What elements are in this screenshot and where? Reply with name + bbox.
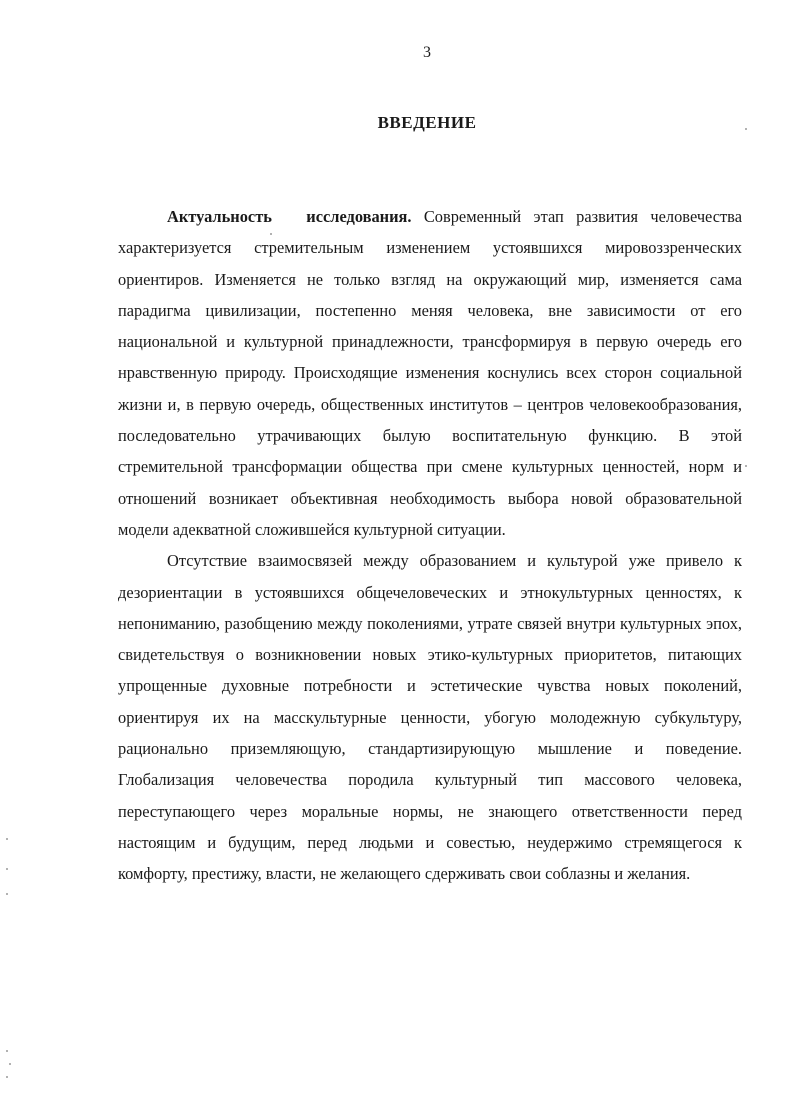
scan-artifact xyxy=(6,838,8,840)
scan-artifact xyxy=(9,1063,11,1065)
scan-artifact xyxy=(6,868,8,870)
scan-artifact xyxy=(6,1050,8,1052)
scan-artifact xyxy=(745,128,747,130)
scan-artifact xyxy=(270,233,272,235)
scan-artifact xyxy=(6,893,8,895)
scan-artifact xyxy=(745,465,747,467)
paragraph-disconnect xyxy=(118,545,742,889)
body-text xyxy=(118,201,742,890)
paragraph-relevance xyxy=(118,201,742,545)
section-heading: ВВЕДЕНИЕ xyxy=(377,113,477,132)
paragraph-lead: Актуальность исследования. xyxy=(167,207,412,226)
paragraph-text: Отсутствие взаимосвязей между образованием и культурой уже привело к дезориентации в устоявшихся общечеловеческих и этнокультурных ценностях, к непониманию, разобщению между поколениями, утрате связей внутри культурных эпох, свидетельствуя о возникновении новых этико-культурных приоритетов, питающих упрощенные духовные потребности и эстетические чувства новых поколений, ориентируя их на масскультурные ценности, убогую молодежную субкультуру, рационально приземляющую, стандартизирующую мышление и поведение. Глобализация человечества породила культурный тип массового человека, переступающего через моральные нормы, не знающего ответственности перед настоящим и будущим, перед людьми и совестью, неудержимо стремящегося к комфорту, престижу, власти, не желающего сдерживать свои соблазны и желания. xyxy=(118,551,742,884)
scan-artifact xyxy=(6,1076,8,1078)
page-number: 3 xyxy=(423,44,431,61)
paragraph-text: Современный этап развития человечества характеризуется стремительным изменением устоявшихся мировоззренческих ориентиров. Изменяется не только взгляд на окружающий мир, изменяется сама парадигма цивилизации, постепенно меняя человека, вне зависимости от его национальной и культурной принадлежности, трансформируя в первую очередь его нравственную природу. Происходящие изменения коснулись всех сторон социальной жизни и, в первую очередь, общественных институтов – центров человекообразования, последовательно утрачивающих былую воспитательную функцию. В этой стремительной трансформации общества при смене культурных ценностей, норм и отношений возникает объективная необходимость выбора новой образовательной модели адекватной сложившейся культурной ситуации. xyxy=(118,207,742,539)
